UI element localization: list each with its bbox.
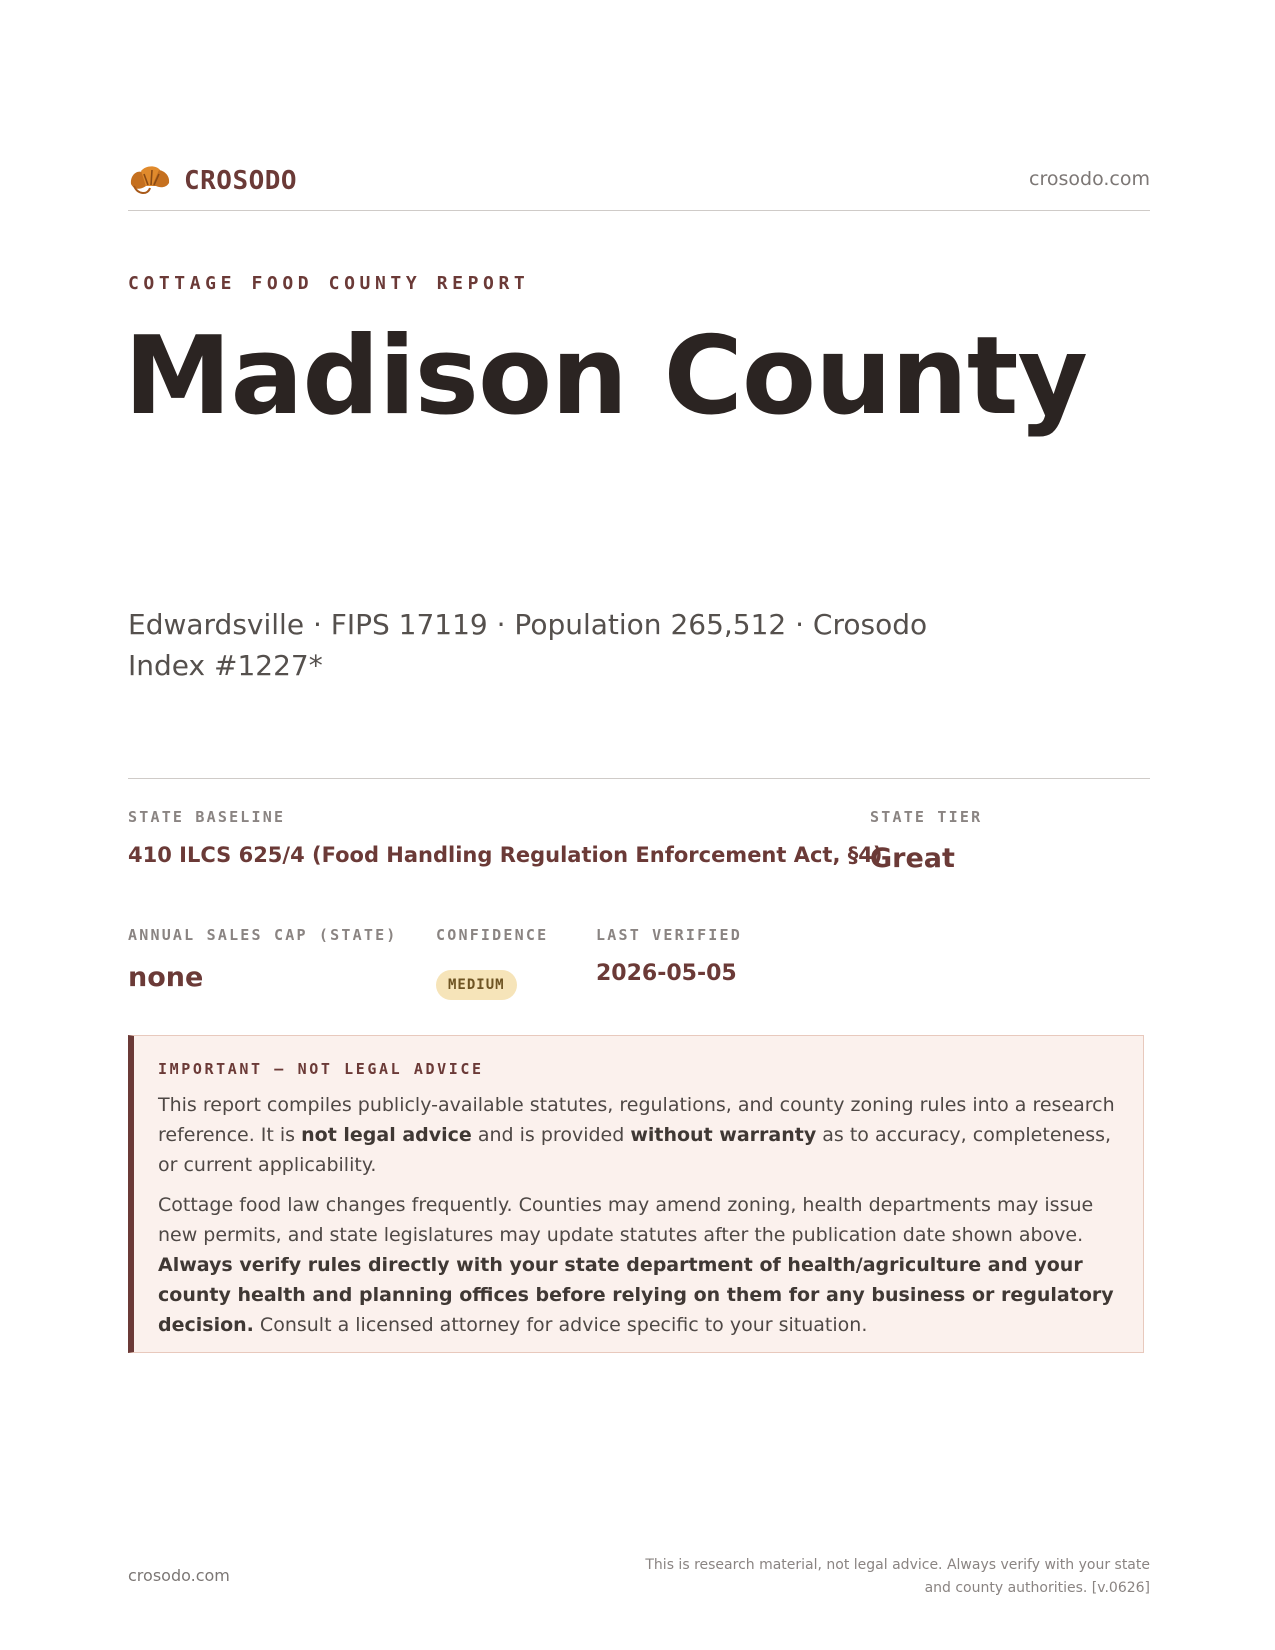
notice-text: Consult a licensed attorney for advice specific to your situation. <box>253 1314 868 1336</box>
notice-emphasis: Always verify rules directly with your state department of health/agriculture and your county health and planning offices before relying on them for any business or regulatory decision. <box>158 1254 1114 1336</box>
header-site-link[interactable]: crosodo.com <box>1029 168 1150 190</box>
confidence-label: CONFIDENCE <box>436 926 549 944</box>
page-header <box>128 158 1150 211</box>
legal-notice <box>128 1035 1144 1353</box>
page-title: Madison County <box>124 314 1087 439</box>
footer-disclaimer-line: This is research material, not legal advice. Always verify with your state <box>645 1557 1150 1573</box>
brand-name: CROSODO <box>184 166 298 196</box>
section-divider <box>128 778 1150 779</box>
notice-text: Cottage food law changes frequently. Counties may amend zoning, health departments may issue new permits, and state legislatures may update statutes after the publication date shown above. <box>158 1194 1094 1246</box>
sales-cap-label: ANNUAL SALES CAP (STATE) <box>128 926 398 944</box>
sales-cap-value: none <box>128 962 204 993</box>
footer-site-link[interactable]: crosodo.com <box>128 1566 230 1585</box>
notice-emphasis: without warranty <box>630 1124 817 1146</box>
last-verified-label: LAST VERIFIED <box>596 926 742 944</box>
state-tier-value: Great <box>870 843 955 874</box>
notice-title: IMPORTANT — NOT LEGAL ADVICE <box>158 1060 484 1078</box>
notice-text: This report compiles publicly-available statutes, regulations, and county zoning rules into a research reference. It is <box>158 1094 1115 1146</box>
footer-disclaimer <box>630 1554 1150 1600</box>
last-verified-value: 2026-05-05 <box>596 961 737 986</box>
state-baseline-value: 410 ILCS 625/4 (Food Handling Regulation Enforcement Act, §4) <box>128 843 883 867</box>
notice-emphasis: not legal advice <box>301 1124 472 1146</box>
footer-disclaimer-line: and county authorities. [v.0626] <box>924 1580 1150 1596</box>
report-page <box>124 0 1150 1650</box>
brand <box>128 162 297 200</box>
notice-text: and is provided <box>471 1124 631 1146</box>
county-summary: Edwardsville · FIPS 17119 · Population 265,512 · Crosodo Index #1227* <box>128 608 928 682</box>
confidence-badge: MEDIUM <box>436 970 517 1000</box>
notice-paragraph <box>158 1090 1118 1180</box>
notice-text: as to accuracy, completeness, or current applicability. <box>158 1124 1112 1176</box>
croissant-icon <box>128 162 172 200</box>
notice-paragraph <box>158 1190 1118 1340</box>
state-tier-label: STATE TIER <box>870 808 983 826</box>
notice-body <box>158 1090 1118 1350</box>
state-baseline-label: STATE BASELINE <box>128 808 286 826</box>
report-type-label: COTTAGE FOOD COUNTY REPORT <box>128 273 530 294</box>
